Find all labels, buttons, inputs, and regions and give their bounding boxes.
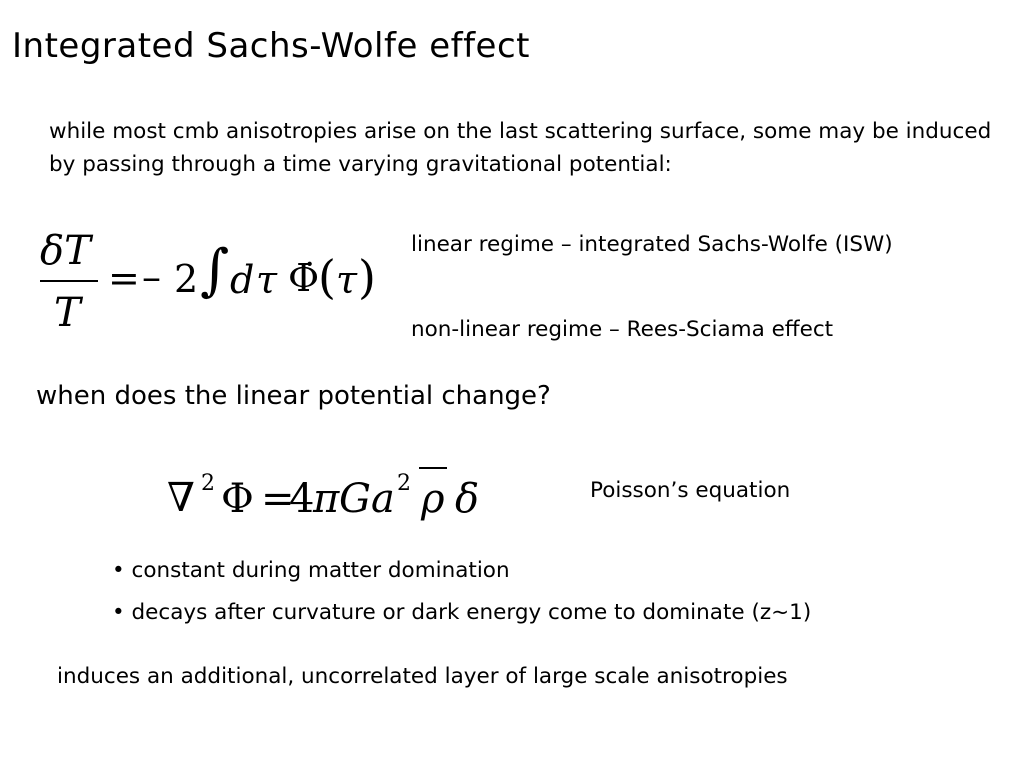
poisson-label: Poisson’s equation [590, 478, 791, 503]
poisson-equation [165, 460, 495, 535]
bullet-item: • decays after curvature or dark energy come to dominate (z~1) [112, 600, 812, 625]
isw-phi-dot: Φ̇ [288, 256, 320, 300]
poisson-rho-bar [419, 467, 447, 469]
poisson-phi: Φ [221, 476, 254, 522]
poisson-nabla-power: 2 [201, 471, 215, 496]
isw-integral: ∫ [200, 238, 230, 303]
isw-coefficient: 2 [174, 257, 199, 301]
poisson-four: 4 [289, 476, 315, 522]
poisson-G: G [339, 476, 371, 522]
poisson-rho: ρ [421, 476, 445, 522]
isw-numerator: δT [40, 228, 91, 274]
poisson-pi: π [313, 476, 340, 522]
poisson-nabla: ∇ [167, 475, 195, 521]
poisson-a-power: 2 [397, 471, 411, 496]
isw-rparen: ) [358, 250, 376, 304]
poisson-delta: δ [455, 476, 480, 522]
intro-paragraph: while most cmb anisotropies arise on the last scattering surface, some may be induced by passing through a time varying gravitational potential: [49, 119, 992, 177]
poisson-equals: = [261, 476, 295, 522]
isw-lparen: ( [318, 250, 336, 304]
isw-denominator: T [54, 290, 81, 336]
isw-d: d [230, 258, 255, 302]
conclusion-text: induces an additional, uncorrelated layer of large scale anisotropies [57, 664, 788, 689]
isw-equation [36, 228, 386, 338]
isw-equals: = [108, 256, 140, 300]
isw-minus: – [142, 255, 161, 299]
bullet-item: • constant during matter domination [112, 558, 510, 583]
isw-tau: τ [256, 258, 278, 302]
slide-title: Integrated Sachs-Wolfe effect [12, 26, 530, 66]
isw-fraction-bar [40, 280, 98, 282]
linear-regime-label: linear regime – integrated Sachs-Wolfe (ISW) [411, 232, 893, 257]
poisson-a: a [371, 476, 395, 522]
question-heading: when does the linear potential change? [36, 381, 551, 411]
nonlinear-regime-label: non-linear regime – Rees-Sciama effect [411, 317, 834, 342]
isw-arg: τ [336, 258, 358, 302]
